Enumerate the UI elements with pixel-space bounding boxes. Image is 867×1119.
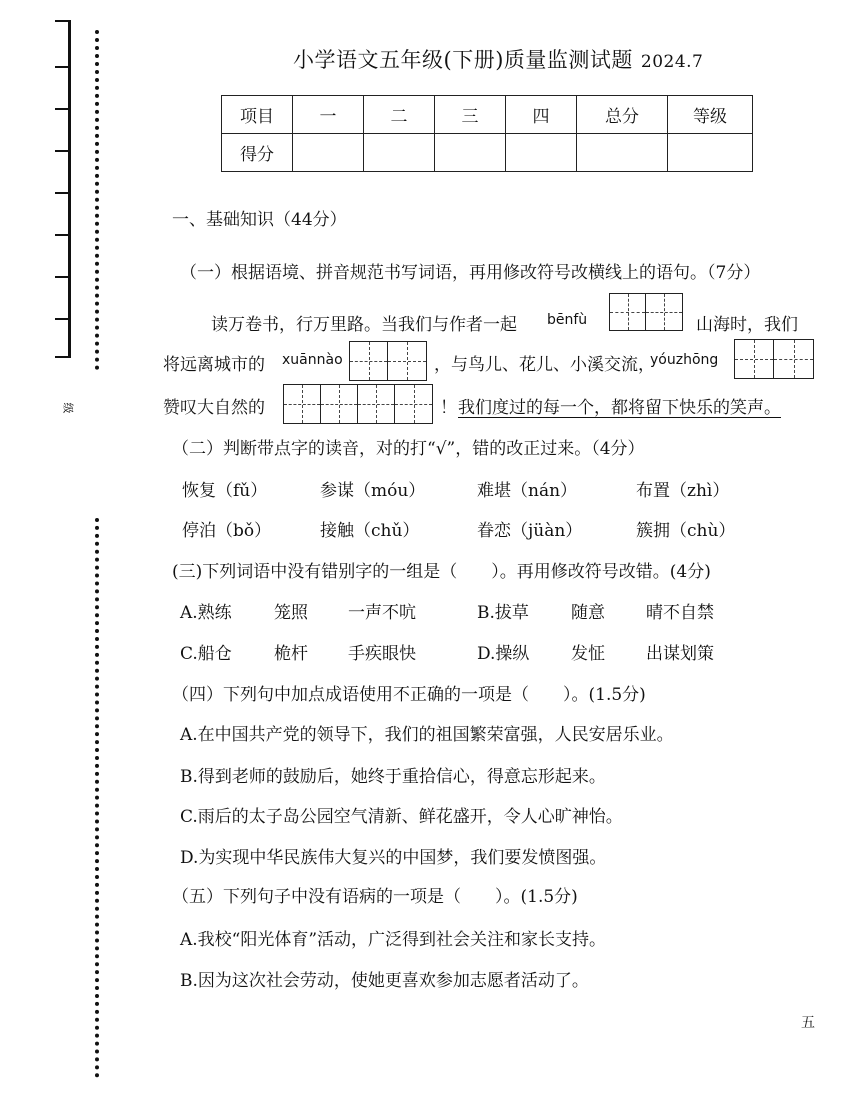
option-A: A.在中国共产党的领导下，我们的祖国繁荣富强，人民安居乐业。 [180, 725, 674, 745]
page-title: 小学语文五年级(下册)质量监测试题 2024.7 [293, 48, 704, 72]
pronunciation-item: 参谋（móu） [320, 481, 426, 501]
table-cell: 三 [435, 96, 506, 134]
question-prompt: (三)下列词语中没有错别字的一组是（ ）。再用修改符号改错。(4分) [172, 562, 711, 582]
score-input-cell[interactable] [668, 134, 753, 172]
option-D: D.为实现中华民族伟大复兴的中国梦，我们要发愤图强。 [180, 848, 607, 868]
option-word: 笼照 [274, 603, 308, 623]
binding-tick [55, 276, 69, 278]
table-cell: 总分 [577, 96, 668, 134]
section-heading: 一、基础知识（44分） [172, 210, 347, 230]
pronunciation-item: 接触（chǔ） [320, 521, 420, 541]
binding-tick [55, 192, 69, 194]
binding-line [68, 20, 71, 358]
option-word: B.拔草 [477, 603, 529, 623]
table-cell: 二 [364, 96, 435, 134]
page-mark: 五 [801, 1015, 815, 1031]
question-prompt: （一）根据语境、拼音规范书写词语，再用修改符号改横线上的语句。（7分） [180, 263, 761, 283]
table-cell: 四 [506, 96, 577, 134]
pronunciation-item: 眷恋（jüàn） [477, 521, 583, 541]
writing-grid[interactable] [609, 293, 683, 331]
pronunciation-item: 停泊（bǒ） [182, 521, 272, 541]
table-row [222, 96, 753, 134]
passage-text: ！ [440, 398, 457, 418]
option-B: B.得到老师的鼓励后，她终于重拾信心，得意忘形起来。 [180, 767, 606, 787]
binding-tick [55, 66, 69, 68]
table-cell: 等级 [668, 96, 753, 134]
score-input-cell[interactable] [364, 134, 435, 172]
pronunciation-item: 难堪（nán） [477, 481, 578, 501]
writing-grid[interactable] [349, 341, 427, 381]
question-prompt: （二）判断带点字的读音，对的打“√”，错的改正过来。（4分） [172, 439, 645, 459]
passage-text: ，与鸟儿、花儿、小溪交流， [434, 355, 655, 375]
binding-tick [55, 356, 69, 358]
option-word: 手疾眼快 [348, 644, 416, 664]
binding-tick [55, 318, 69, 320]
table-cell: 得分 [222, 134, 293, 172]
score-input-cell[interactable] [577, 134, 668, 172]
option-word: 随意 [571, 603, 605, 623]
seal-line-dotted [95, 518, 99, 1078]
binding-tick [55, 20, 69, 22]
option-word: 桅杆 [274, 644, 308, 664]
table-row [222, 134, 753, 172]
table-cell: 一 [293, 96, 364, 134]
writing-grid[interactable] [283, 384, 433, 424]
option-word: 发怔 [571, 644, 605, 664]
writing-grid[interactable] [734, 339, 814, 379]
option-word: D.操纵 [477, 644, 530, 664]
passage-text: 读万卷书，行万里路。当我们与作者一起 [211, 315, 517, 335]
seal-line-dotted [95, 30, 99, 370]
passage-text: 将远离城市的 [163, 355, 265, 375]
question-prompt: （四）下列句中加点成语使用不正确的一项是（ ）。(1.5分) [172, 685, 646, 705]
binding-tick [55, 108, 69, 110]
pinyin-prompt: xuānnào [282, 352, 343, 368]
option-word: C.船仓 [180, 644, 232, 664]
pinyin-prompt: yóuzhōng [650, 352, 719, 368]
passage-text: 山海时，我们 [696, 315, 798, 335]
pronunciation-item: 恢复（fǔ） [182, 481, 268, 501]
pinyin-prompt: bēnfù [547, 312, 588, 328]
underlined-sentence: 我们度过的每一个，都将留下快乐的笑声。 [458, 398, 781, 418]
option-C: C.雨后的太子岛公园空气清新、鲜花盛开，令人心旷神怡。 [180, 807, 623, 827]
passage-text: 赞叹大自然的 [163, 398, 265, 418]
pronunciation-item: 簇拥（chù） [636, 521, 736, 541]
option-word: A.熟练 [180, 603, 232, 623]
option-B: B.因为这次社会劳动，使她更喜欢参加志愿者活动了。 [180, 971, 589, 991]
option-word: 出谋划策 [646, 644, 714, 664]
question-prompt: （五）下列句子中没有语病的一项是（ ）。(1.5分) [172, 887, 578, 907]
score-input-cell[interactable] [293, 134, 364, 172]
binding-tick [55, 234, 69, 236]
binding-tick [55, 150, 69, 152]
option-A: A.我校“阳光体育”活动，广泛得到社会关注和家长支持。 [180, 930, 607, 950]
score-input-cell[interactable] [435, 134, 506, 172]
table-cell: 项目 [222, 96, 293, 134]
score-table [221, 95, 753, 172]
side-mark: 级 [61, 402, 75, 414]
exam-date: 2024.7 [640, 52, 704, 72]
option-word: 一声不吭 [348, 603, 416, 623]
score-input-cell[interactable] [506, 134, 577, 172]
option-word: 晴不自禁 [646, 603, 714, 623]
pronunciation-item: 布置（zhì） [636, 481, 730, 501]
